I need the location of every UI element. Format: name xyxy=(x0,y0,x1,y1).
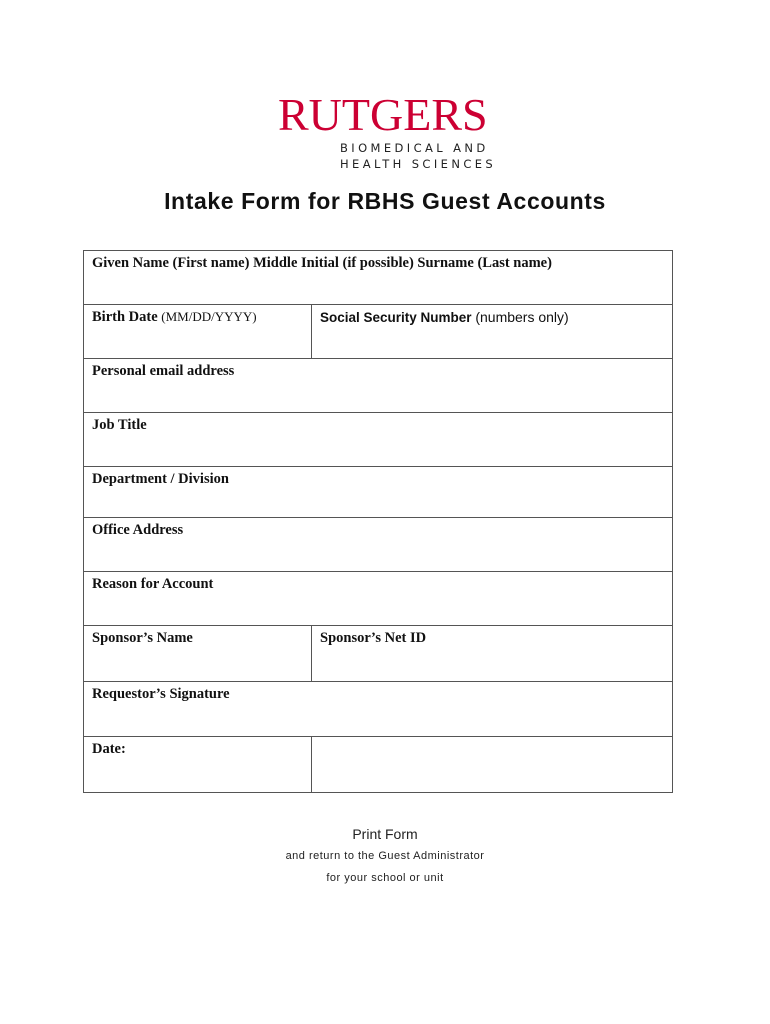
sponsor-name-label: Sponsor’s Name xyxy=(92,630,193,646)
print-form-button[interactable]: Print Form xyxy=(352,826,418,842)
form-row-sponsor xyxy=(84,626,672,682)
birth-date-format-note: (MM/DD/YYYY) xyxy=(161,309,257,324)
page-title: Intake Form for RBHS Guest Accounts xyxy=(164,188,606,214)
form-row-date xyxy=(84,737,672,792)
email-cell[interactable] xyxy=(84,359,672,412)
given-name-label: Given Name (First name) Middle Initial (if possible) Surname (Last name) xyxy=(92,255,552,271)
office-address-cell[interactable] xyxy=(84,518,672,571)
given-name-cell[interactable] xyxy=(84,251,672,304)
form-row-reason xyxy=(84,572,672,626)
return-instruction-line2: for your school or unit xyxy=(326,872,444,884)
form-row-job-title xyxy=(84,413,672,467)
department-cell[interactable] xyxy=(84,467,672,517)
job-title-cell[interactable] xyxy=(84,413,672,466)
ssn-cell[interactable] xyxy=(312,305,672,358)
department-label: Department / Division xyxy=(92,471,229,487)
form-row-department xyxy=(84,467,672,518)
sponsor-name-cell[interactable] xyxy=(84,626,312,681)
signature-label: Requestor’s Signature xyxy=(92,686,230,702)
form-row-signature xyxy=(84,682,672,737)
intake-form xyxy=(83,250,673,793)
reason-label: Reason for Account xyxy=(92,576,214,592)
job-title-label: Job Title xyxy=(92,417,147,433)
form-row-given-name xyxy=(84,251,672,305)
logo-subtitle-line1: BIOMEDICAL AND xyxy=(340,141,489,155)
reason-cell[interactable] xyxy=(84,572,672,625)
birth-date-cell[interactable] xyxy=(84,305,312,358)
ssn-label: Social Security Number xyxy=(320,310,472,325)
email-label: Personal email address xyxy=(92,363,235,379)
sponsor-netid-cell[interactable] xyxy=(312,626,672,681)
ssn-note: (numbers only) xyxy=(475,309,569,325)
office-address-label: Office Address xyxy=(92,522,184,538)
logo-wordmark: RUTGERS xyxy=(278,89,488,140)
form-row-birth-ssn xyxy=(84,305,672,359)
signature-cell[interactable] xyxy=(84,682,672,736)
rutgers-logo xyxy=(278,89,498,172)
date-value-cell[interactable] xyxy=(312,737,672,792)
logo-subtitle-line2: HEALTH SCIENCES xyxy=(340,157,497,171)
birth-date-label: Birth Date xyxy=(92,309,158,325)
sponsor-netid-label: Sponsor’s Net ID xyxy=(320,630,427,646)
date-label: Date: xyxy=(92,741,126,757)
form-row-office xyxy=(84,518,672,572)
return-instruction-line1: and return to the Guest Administrator xyxy=(285,850,485,862)
form-row-email xyxy=(84,359,672,413)
date-cell[interactable] xyxy=(84,737,312,792)
